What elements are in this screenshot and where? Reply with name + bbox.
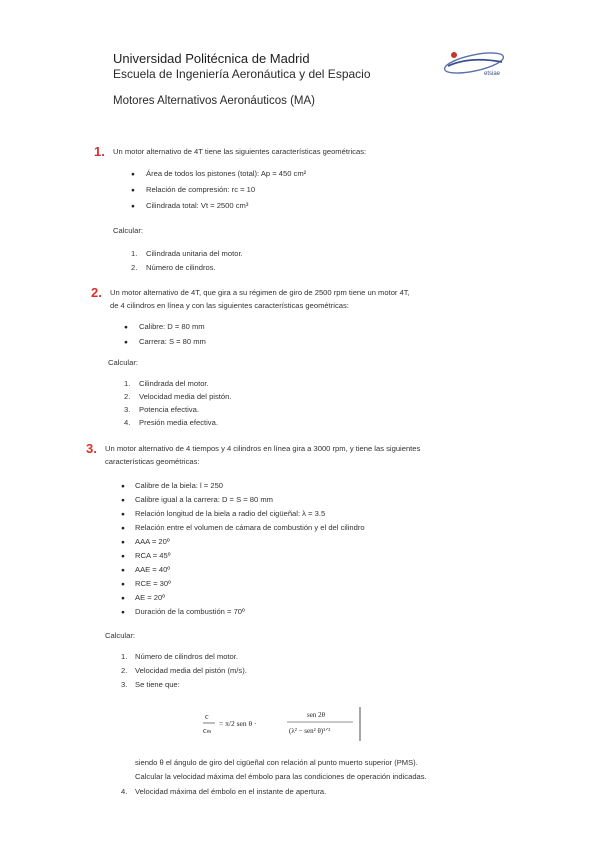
formula-frac-top: sen 2θ	[307, 711, 325, 719]
q3-bullet-4: Relación entre el volumen de cámara de combustión y el del cilindro	[135, 523, 365, 532]
q1-bullet-2: Relación de compresión: rc = 10	[146, 185, 256, 194]
q3-bullet-2-mark: ●	[121, 497, 125, 504]
q3-bullet-4-mark: ●	[121, 525, 125, 532]
q2-item-1: Cilindrada del motor.	[139, 379, 209, 388]
school-name: Escuela de Ingeniería Aeronáutica y del Espacio	[113, 67, 371, 81]
q1-item-1: Cilindrada unitaria del motor.	[146, 249, 243, 258]
q3-bullet-2: Calibre igual a la carrera: D = S = 80 mm	[135, 495, 274, 504]
q3-item-3-num: 3.	[121, 680, 128, 689]
q3-bullet-1: Calibre de la biela: l = 250	[135, 481, 224, 490]
q2-item-2-num: 2.	[124, 392, 131, 401]
q2-statement-line2: de 4 cilindros en línea y con las siguientes características geométricas:	[110, 301, 349, 310]
q3-note-line1: siendo θ el ángulo de giro del cigüeñal con relación al punto muerto superior (PMS).	[135, 758, 418, 767]
q1-calc-label: Calcular:	[113, 226, 143, 235]
q3-bullet-9: AE = 20º	[135, 593, 166, 602]
q1-item-1-num: 1.	[131, 249, 138, 258]
q2-item-4-num: 4.	[124, 418, 131, 427]
q2-statement-line1: Un motor alternativo de 4T, que gira a su régimen de giro de 2500 rpm tiene un motor 4T,	[110, 288, 410, 297]
university-name: Universidad Politécnica de Madrid	[113, 51, 310, 66]
q3-calc-label: Calcular:	[105, 631, 135, 640]
formula-lhs-top: c	[205, 712, 209, 721]
q1-bullet-2-mark: ●	[131, 187, 135, 194]
q3-bullet-7-mark: ●	[121, 567, 125, 574]
formula-lhs-bottom: cₘ	[203, 726, 212, 735]
formula-frac-bottom: (λ² − sen² θ)¹ᐟ²	[289, 727, 331, 735]
q2-calc-label: Calcular:	[108, 358, 138, 367]
q3-bullet-9-mark: ●	[121, 595, 125, 602]
q3-bullet-7: AAE = 40º	[135, 565, 171, 574]
q3-bullet-10: Duración de la combustión = 70º	[135, 607, 245, 616]
q3-note-line2: Calcular la velocidad máxima del émbolo para las condiciones de operación indicadas.	[135, 772, 427, 781]
q3-bullet-5: AAA = 20º	[135, 537, 170, 546]
q1-item-2: Número de cilindros.	[146, 263, 216, 272]
q1-bullet-3-mark: ●	[131, 203, 135, 210]
q3-number: 3.	[86, 441, 97, 456]
q3-bullet-8-mark: ●	[121, 581, 125, 588]
q3-bullet-8: RCE = 30º	[135, 579, 171, 588]
q3-item-1-num: 1.	[121, 652, 128, 661]
q1-item-2-num: 2.	[131, 263, 138, 272]
q1-number: 1.	[94, 144, 105, 159]
q3-item-3: Se tiene que:	[135, 680, 180, 689]
q3-bullet-3-mark: ●	[121, 511, 125, 518]
q2-item-1-num: 1.	[124, 379, 131, 388]
q3-bullet-3: Relación longitud de la biela a radio del cigüeñal: λ = 3.5	[135, 509, 326, 518]
q3-bullet-5-mark: ●	[121, 539, 125, 546]
subject-title: Motores Alternativos Aeronáuticos (MA)	[113, 95, 315, 107]
q2-number: 2.	[91, 285, 102, 300]
q3-bullet-6-mark: ●	[121, 553, 125, 560]
logo-text: etsiae	[484, 71, 501, 77]
piston-velocity-formula	[203, 705, 363, 745]
q1-bullet-1-mark: ●	[131, 171, 135, 178]
q2-item-4: Presión media efectiva.	[139, 418, 218, 427]
q3-item-1: Número de cilindros del motor.	[135, 652, 238, 661]
q1-bullet-1: Área de todos los pistones (total): Ap = 450 cm²	[146, 169, 307, 178]
q1-bullet-3: Cilindrada total: Vt = 2500 cm³	[146, 201, 249, 210]
q2-item-2: Velocidad media del pistón.	[139, 392, 232, 401]
q3-statement-line1: Un motor alternativo de 4 tiempos y 4 cilindros en línea gira a 3000 rpm, y tiene las siguientes	[105, 444, 421, 453]
q3-item-2-num: 2.	[121, 666, 128, 675]
q2-bullet-1-mark: ●	[124, 324, 128, 331]
q3-statement-line2: características geométricas:	[105, 457, 200, 466]
q3-bullet-10-mark: ●	[121, 609, 125, 616]
q2-item-3: Potencia efectiva.	[139, 405, 199, 414]
q3-item-4: Velocidad máxima del émbolo en el instante de apertura.	[135, 787, 327, 796]
q3-bullet-6: RCA = 45º	[135, 551, 171, 560]
q3-item-2: Velocidad media del pistón (m/s).	[135, 666, 247, 675]
school-logo	[440, 46, 510, 80]
formula-middle: = π/2 sen θ ·	[219, 719, 257, 728]
q2-bullet-1: Calibre: D = 80 mm	[139, 322, 205, 331]
q3-item-4-num: 4.	[121, 787, 128, 796]
q1-statement: Un motor alternativo de 4T tiene las siguientes características geométricas:	[113, 147, 367, 156]
q2-bullet-2-mark: ●	[124, 339, 128, 346]
q2-item-3-num: 3.	[124, 405, 131, 414]
q3-bullet-1-mark: ●	[121, 483, 125, 490]
q2-bullet-2: Carrera: S = 80 mm	[139, 337, 206, 346]
